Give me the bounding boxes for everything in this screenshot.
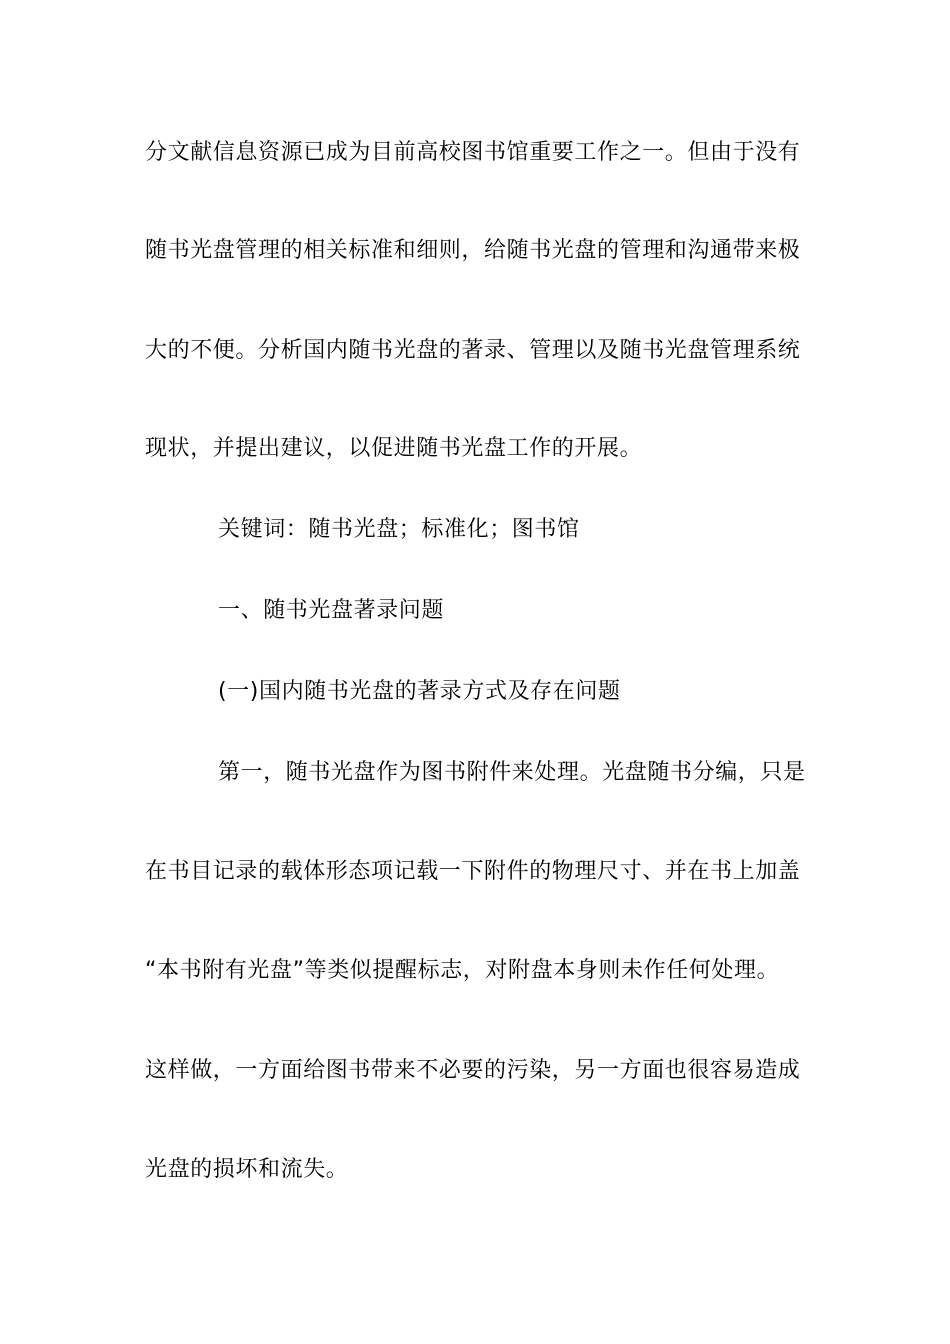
abstract-line-1: 分文献信息资源已成为目前高校图书馆重要工作之一。但由于没有 <box>145 140 801 165</box>
body-line-4: 这样做，一方面给图书带来不必要的污染，另一方面也很容易造成 <box>145 1058 801 1083</box>
body-line-2: 在书目记录的载体形态项记载一下附件的物理尺寸、并在书上加盖 <box>145 859 801 884</box>
abstract-line-2: 随书光盘管理的相关标准和细则，给随书光盘的管理和沟通带来极 <box>145 238 801 263</box>
body-line-5: 光盘的损坏和流失。 <box>145 1157 349 1182</box>
section-heading: 一、随书光盘著录问题 <box>218 598 445 623</box>
subsection-heading: (一)国内随书光盘的著录方式及存在问题 <box>218 679 621 704</box>
body-line-3: “本书附有光盘”等类似提醒标志，对附盘本身则未作任何处理。 <box>145 958 780 983</box>
body-line-1: 第一，随书光盘作为图书附件来处理。光盘随书分编，只是 <box>218 760 806 785</box>
abstract-line-3: 大的不便。分析国内随书光盘的著录、管理以及随书光盘管理系统 <box>145 338 801 363</box>
keywords-line: 关键词：随书光盘；标准化；图书馆 <box>218 517 580 542</box>
abstract-line-4: 现状，并提出建议，以促进随书光盘工作的开展。 <box>145 436 643 461</box>
